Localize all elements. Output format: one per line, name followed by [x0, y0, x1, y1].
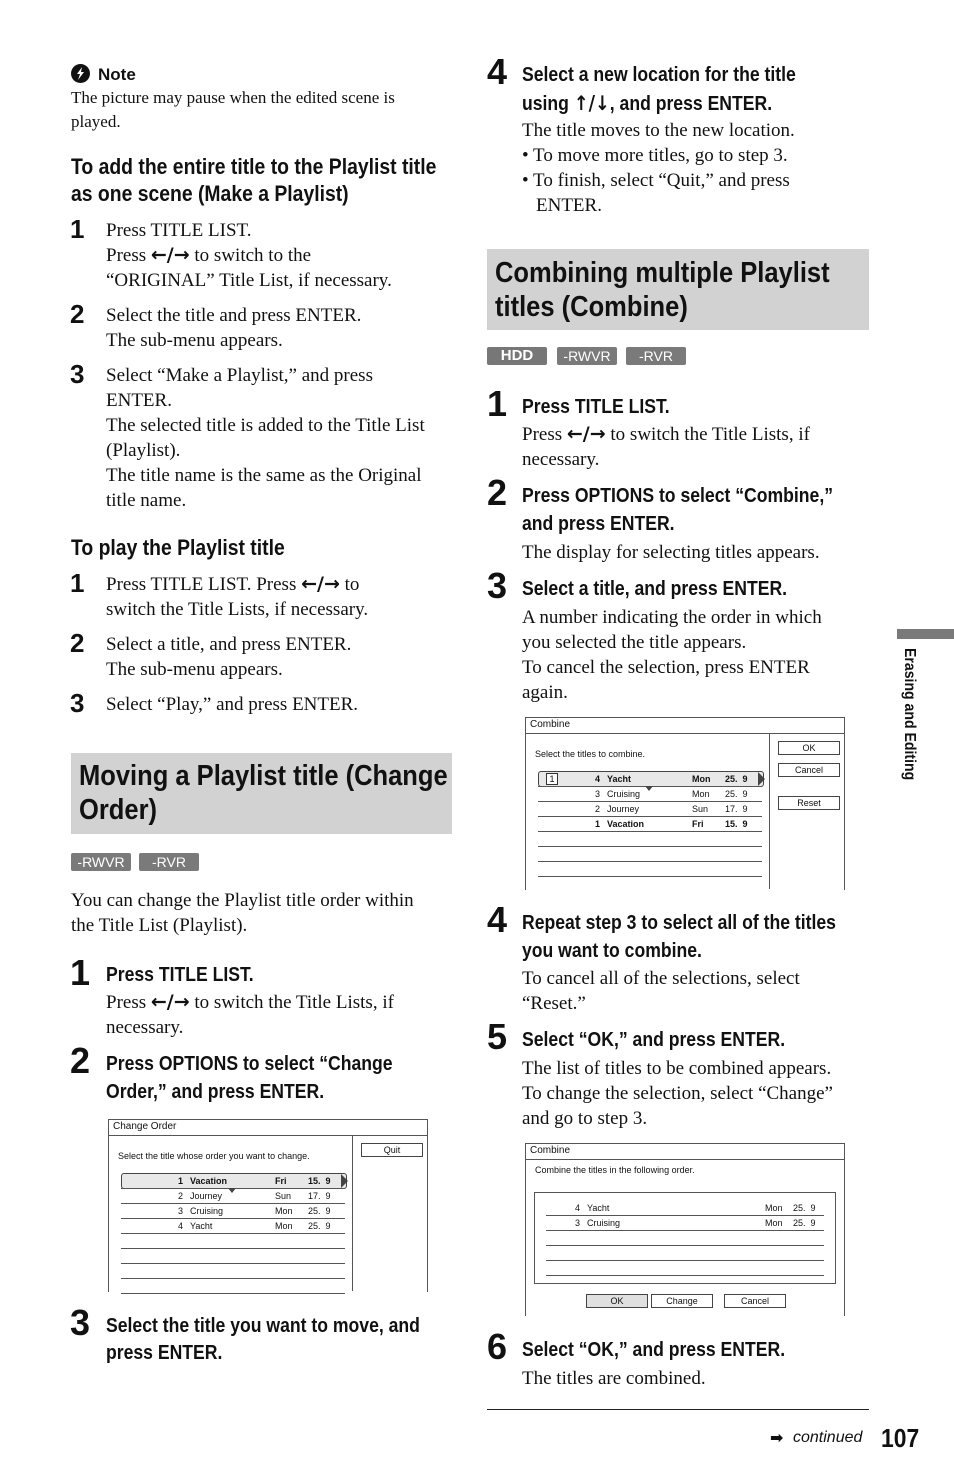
rwvr-badge: -RWVR [71, 853, 131, 871]
step-heading: Select “OK,” and press ENTER. [522, 1339, 786, 1361]
row-day: Mon [275, 1206, 293, 1216]
step-number: 1 [487, 383, 508, 424]
step-heading: and press ENTER. [522, 513, 675, 535]
row-name: Journey [607, 804, 640, 814]
make-playlist-heading-2: as one scene (Make a Playlist) [71, 181, 349, 206]
step-heading: Select “OK,” and press ENTER. [522, 1029, 786, 1051]
row-divider [546, 1230, 824, 1231]
step-text: Press ←/→ to switch the Title Lists, if necessary. [522, 423, 810, 470]
play-playlist-heading: To play the Playlist title [71, 535, 285, 560]
row-divider [121, 1263, 345, 1264]
step-text: Select “Play,” and press ENTER. [106, 694, 359, 715]
step-heading: Select the title you want to move, and [106, 1315, 420, 1337]
moving-intro: You can change the Playlist title order within the Title List (Playlist). [71, 890, 414, 936]
step-heading: Press TITLE LIST. [106, 964, 254, 986]
row-name: Cruising [190, 1206, 224, 1216]
row-date: 25. 9 [793, 1203, 816, 1213]
right-pointer-icon [758, 772, 765, 786]
row-num: 3 [575, 1218, 581, 1228]
row-divider [121, 1218, 345, 1219]
row-num: 4 [178, 1221, 184, 1231]
row-num: 2 [595, 804, 601, 814]
screen-instruction: Combine the titles in the following order. [535, 1165, 695, 1175]
row-date: 25. 9 [725, 789, 748, 799]
left-right-arrows-icon: ←/→ [566, 423, 606, 445]
row-date: 25. 9 [793, 1218, 816, 1228]
step-text: A number indicating the order in which you selected the title appears. To cancel the selection, press ENTER again. [522, 607, 822, 703]
note-label: Note [98, 65, 136, 84]
make-playlist-heading-1: To add the entire title to the Playlist title [71, 154, 437, 179]
row-divider [538, 801, 762, 802]
row-name: Journey [190, 1191, 223, 1201]
row-divider [546, 1245, 824, 1246]
step-number: 2 [70, 628, 85, 658]
screen-instruction: Select the title whose order you want to change. [118, 1151, 310, 1161]
rvr-badge: -RVR [139, 853, 199, 871]
step-heading: press ENTER. [106, 1342, 223, 1364]
screen-title: Combine [530, 1145, 571, 1156]
change-button[interactable]: Change [651, 1294, 713, 1308]
row-divider [121, 1203, 345, 1204]
row-date: 15. 9 [308, 1176, 331, 1186]
row-name: Vacation [190, 1176, 228, 1186]
step-number: 1 [70, 952, 91, 993]
combining-section-title-2: titles (Combine) [495, 291, 688, 323]
step-heading: Press TITLE LIST. [522, 396, 670, 418]
step-heading: using ↑/↓, and press ENTER. [522, 91, 773, 115]
step-heading: Order,” and press ENTER. [106, 1081, 325, 1103]
step-number: 5 [487, 1016, 508, 1057]
reset-button[interactable]: Reset [778, 796, 840, 810]
moving-section-title-1: Moving a Playlist title (Change [79, 760, 448, 792]
rvr-badge: -RVR [626, 347, 686, 365]
step-heading: Press OPTIONS to select “Change [106, 1053, 393, 1075]
step-number: 2 [70, 299, 85, 329]
row-date: 17. 9 [725, 804, 748, 814]
continued-arrow-icon: ➡ [770, 1428, 784, 1447]
side-tab-label: Erasing and Editing [901, 648, 918, 781]
step-number: 2 [70, 1040, 91, 1081]
step-heading: Press OPTIONS to select “Combine,” [522, 485, 834, 507]
note-icon [71, 64, 90, 83]
row-name: Vacation [607, 819, 645, 829]
row-date: 25. 9 [725, 774, 748, 784]
row-name: Yacht [587, 1203, 610, 1213]
row-num: 3 [595, 789, 601, 799]
row-num: 4 [595, 774, 601, 784]
row-divider [121, 1233, 345, 1234]
ok-button[interactable]: OK [778, 741, 840, 755]
step-text: The list of titles to be combined appears. To change the selection, select “Change” and go to step 3. [522, 1058, 833, 1129]
step-text: The titles are combined. [522, 1368, 706, 1389]
continued-label: continued [793, 1429, 863, 1446]
row-day: Mon [692, 789, 710, 799]
page-number: 107 [881, 1423, 920, 1453]
step-text: Select a title, and press ENTER. The sub-menu appears. [106, 634, 352, 680]
row-divider [546, 1275, 824, 1276]
row-num: 1 [178, 1176, 184, 1186]
step-number: 1 [70, 568, 85, 598]
screen-title: Combine [530, 719, 571, 730]
row-divider [546, 1215, 824, 1216]
row-name: Cruising [587, 1218, 621, 1228]
step-heading: Repeat step 3 to select all of the titles [522, 912, 836, 934]
step-heading: you want to combine. [522, 940, 702, 962]
moving-section-title-2: Order) [79, 794, 158, 826]
row-day: Fri [692, 819, 704, 829]
row-date: 17. 9 [308, 1191, 331, 1201]
row-divider [121, 1278, 345, 1279]
screen-instruction: Select the titles to combine. [535, 749, 646, 759]
step-text: Press TITLE LIST. Press ←/→ to switch to the “ORIGINAL” Title List, if necessary. [106, 220, 392, 291]
row-name: Cruising [607, 789, 641, 799]
step-text: Press TITLE LIST. Press ←/→ to switch the Title Lists, if necessary. [106, 573, 369, 620]
ok-button[interactable]: OK [586, 1294, 648, 1308]
row-num: 3 [178, 1206, 184, 1216]
cancel-button[interactable]: Cancel [778, 763, 840, 777]
row-name: Yacht [190, 1221, 213, 1231]
screen-title: Change Order [113, 1121, 177, 1132]
step-number: 2 [487, 472, 508, 513]
row-day: Fri [275, 1176, 287, 1186]
step-text: Select the title and press ENTER. The sub-menu appears. [106, 305, 362, 351]
side-tab-bar [897, 629, 954, 639]
step-number: 4 [487, 51, 508, 92]
step-text: The display for selecting titles appears. [522, 542, 820, 563]
step-number: 3 [70, 1302, 91, 1343]
quit-button[interactable]: Quit [361, 1143, 423, 1157]
step-number: 6 [487, 1326, 508, 1367]
row-divider [538, 831, 762, 832]
row-name: Yacht [607, 774, 632, 784]
row-date: 25. 9 [308, 1206, 331, 1216]
row-day: Mon [692, 774, 711, 784]
row-day: Mon [275, 1221, 293, 1231]
rwvr-badge: -RWVR [557, 347, 617, 365]
right-pointer-icon [341, 1174, 348, 1188]
hdd-badge: HDD [487, 347, 547, 365]
row-num: 1 [595, 819, 601, 829]
step-text: Press ←/→ to switch the Title Lists, if necessary. [106, 991, 394, 1038]
row-divider [538, 846, 762, 847]
row-divider [121, 1293, 345, 1294]
left-right-arrows-icon: ←/→ [301, 573, 340, 595]
step-number: 4 [487, 899, 508, 940]
combining-section-title-1: Combining multiple Playlist [495, 257, 830, 289]
row-divider [538, 816, 762, 817]
left-right-arrows-icon: ←/→ [150, 991, 190, 1013]
footer-rule [487, 1409, 869, 1410]
step-number: 3 [70, 688, 85, 718]
down-caret-icon [645, 786, 653, 791]
step-text: To cancel all of the selections, select “Reset.” [522, 968, 800, 1014]
up-down-arrows-icon: ↑/↓ [573, 91, 610, 115]
row-num: 2 [178, 1191, 184, 1201]
step-heading: Select a title, and press ENTER. [522, 578, 788, 600]
row-divider [121, 1248, 345, 1249]
step-number: 1 [70, 214, 85, 244]
step-heading: Select a new location for the title [522, 64, 796, 86]
row-divider [538, 861, 762, 862]
row-day: Sun [275, 1191, 292, 1201]
step-text: The title moves to the new location. • To move more titles, go to step 3. • To finish, select “Quit,” and press ENTER. [522, 120, 795, 216]
step-number: 3 [487, 565, 508, 606]
left-right-arrows-icon: ←/→ [150, 244, 190, 266]
down-caret-icon [228, 1188, 236, 1193]
row-day: Mon [765, 1218, 783, 1228]
note-text: The picture may pause when the edited scene is played. [71, 88, 395, 131]
step-text: Select “Make a Playlist,” and press ENTER. The selected title is added to the Title List (Playlist). The title name is the same as the Original title name. [106, 365, 425, 511]
row-num: 4 [575, 1203, 581, 1213]
row-date: 25. 9 [308, 1221, 331, 1231]
row-divider [538, 876, 762, 877]
row-date: 15. 9 [725, 819, 748, 829]
row-divider [546, 1260, 824, 1261]
step-number: 3 [70, 359, 85, 389]
row-day: Mon [765, 1203, 783, 1213]
order-mark-badge: 1 [546, 773, 558, 785]
row-day: Sun [692, 804, 709, 814]
cancel-button[interactable]: Cancel [724, 1294, 786, 1308]
